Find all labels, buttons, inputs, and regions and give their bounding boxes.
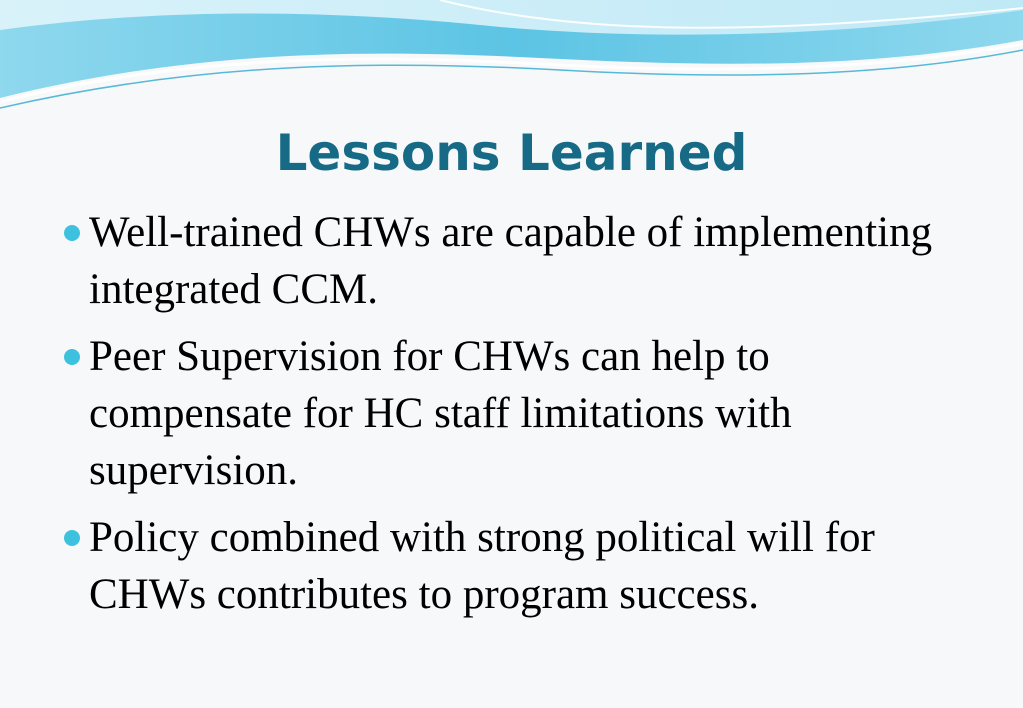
bullet-text: Well-trained CHWs are capable of implementing integrated CCM. xyxy=(89,209,933,313)
bullet-dot-icon xyxy=(64,225,80,241)
bullet-list xyxy=(60,204,980,633)
bullet-item xyxy=(60,328,980,499)
bullet-item xyxy=(60,509,980,623)
slide-title: Lessons Learned xyxy=(275,124,748,182)
bullet-text: Peer Supervision for CHWs can help to compensate for HC staff limitations with supervision. xyxy=(89,333,792,494)
bullet-dot-icon xyxy=(64,530,80,546)
bullet-item xyxy=(60,204,980,318)
bullet-text: Policy combined with strong political will for CHWs contributes to program success. xyxy=(89,514,875,618)
wave-decoration xyxy=(0,0,1023,120)
bullet-dot-icon xyxy=(64,349,80,365)
